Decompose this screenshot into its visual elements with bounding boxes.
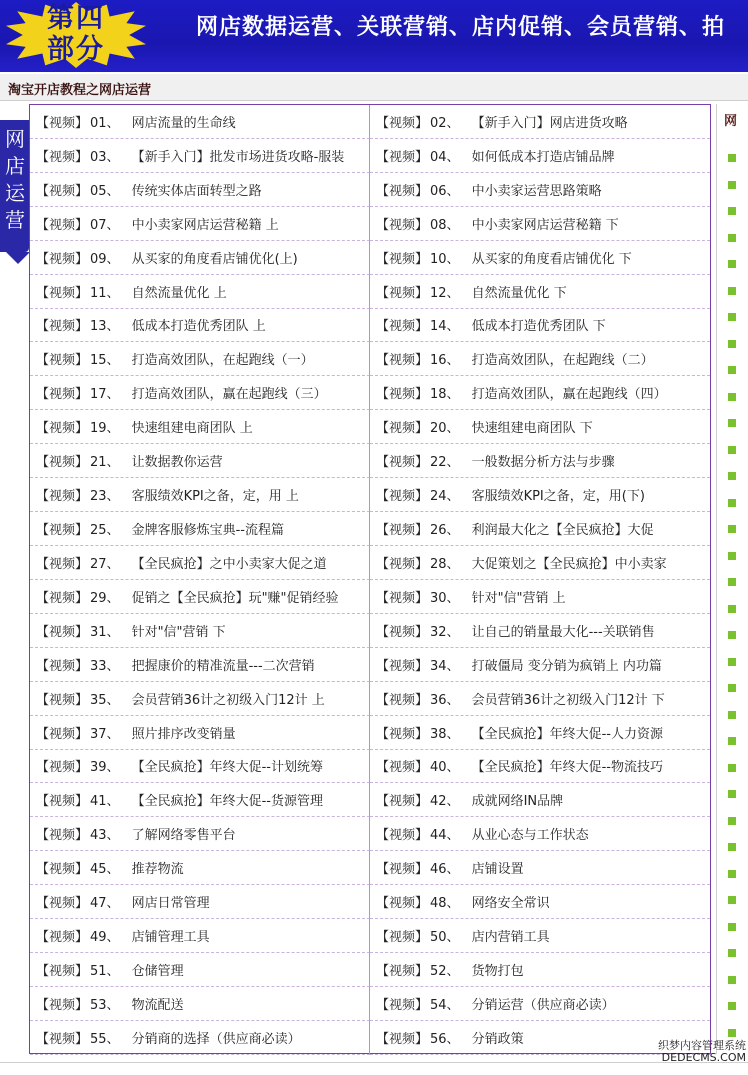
video-link[interactable] bbox=[30, 716, 370, 750]
video-number: 40、 bbox=[430, 760, 460, 776]
video-link[interactable] bbox=[370, 275, 710, 309]
video-tag: 【视频】 bbox=[376, 183, 429, 199]
list-bullet-icon bbox=[728, 923, 736, 931]
video-number: 46、 bbox=[430, 862, 460, 878]
video-tag: 【视频】 bbox=[36, 760, 89, 776]
video-tag: 【视频】 bbox=[36, 285, 89, 301]
video-title: 店铺设置 bbox=[471, 862, 524, 878]
video-tag: 【视频】 bbox=[376, 115, 429, 131]
video-link[interactable] bbox=[30, 1021, 370, 1055]
video-link[interactable] bbox=[370, 309, 710, 343]
video-title: 低成本打造优秀团队 上 bbox=[131, 319, 266, 335]
video-number: 31、 bbox=[90, 624, 120, 640]
video-number: 28、 bbox=[430, 556, 460, 572]
video-tag: 【视频】 bbox=[376, 590, 429, 606]
video-title: 打造高效团队，在起跑线（二） bbox=[471, 353, 654, 369]
video-link[interactable] bbox=[370, 885, 710, 919]
list-bullet-icon bbox=[728, 340, 736, 348]
video-title: 针对"信"营销 上 bbox=[471, 590, 566, 606]
list-bullet-icon bbox=[728, 260, 736, 268]
watermark bbox=[640, 1040, 746, 1064]
video-tag: 【视频】 bbox=[36, 590, 89, 606]
breadcrumb: 淘宝开店教程之网店运营 bbox=[8, 83, 152, 98]
video-tag: 【视频】 bbox=[376, 862, 429, 878]
list-bullet-icon bbox=[728, 870, 736, 878]
video-link[interactable] bbox=[30, 105, 370, 139]
video-number: 20、 bbox=[430, 421, 460, 437]
video-number: 18、 bbox=[430, 387, 460, 403]
video-number: 39、 bbox=[90, 760, 120, 776]
video-link[interactable] bbox=[30, 546, 370, 580]
video-link[interactable] bbox=[30, 580, 370, 614]
video-number: 21、 bbox=[90, 455, 120, 471]
list-bullet-icon bbox=[728, 525, 736, 533]
video-title: 仓储管理 bbox=[131, 964, 184, 979]
video-link[interactable] bbox=[30, 512, 370, 546]
video-tag: 【视频】 bbox=[376, 421, 429, 437]
badge-line-2: 部分 bbox=[47, 34, 105, 65]
list-bullet-icon bbox=[728, 366, 736, 374]
video-number: 43、 bbox=[90, 828, 120, 844]
video-number: 25、 bbox=[90, 523, 120, 539]
video-link[interactable] bbox=[370, 783, 710, 817]
video-title: 如何低成本打造店铺品牌 bbox=[471, 149, 615, 165]
video-number: 52、 bbox=[430, 964, 460, 979]
video-tag: 【视频】 bbox=[36, 692, 89, 708]
video-title: 货物打包 bbox=[471, 964, 524, 979]
video-link[interactable] bbox=[30, 376, 370, 410]
video-number: 36、 bbox=[430, 692, 460, 708]
video-number: 16、 bbox=[430, 353, 460, 369]
list-bullet-icon bbox=[728, 313, 736, 321]
video-title: 针对"信"营销 下 bbox=[131, 624, 226, 640]
list-bullet-icon bbox=[728, 207, 736, 215]
video-tag: 【视频】 bbox=[36, 1031, 89, 1047]
video-link[interactable] bbox=[30, 817, 370, 851]
video-number: 24、 bbox=[430, 489, 460, 505]
video-link[interactable] bbox=[370, 817, 710, 851]
video-tag: 【视频】 bbox=[36, 149, 89, 165]
video-link[interactable] bbox=[30, 342, 370, 376]
video-link[interactable] bbox=[30, 275, 370, 309]
video-title: 网络安全常识 bbox=[471, 896, 550, 912]
video-title: 金牌客服修炼宝典--流程篇 bbox=[131, 523, 284, 539]
video-tag: 【视频】 bbox=[36, 658, 89, 674]
video-link[interactable] bbox=[370, 512, 710, 546]
video-title: 会员营销36计之初级入门12计 上 bbox=[131, 692, 325, 708]
video-link[interactable] bbox=[370, 173, 710, 207]
video-link[interactable] bbox=[30, 987, 370, 1021]
video-tag: 【视频】 bbox=[36, 726, 89, 742]
list-bullet-icon bbox=[728, 234, 736, 242]
video-tag: 【视频】 bbox=[36, 997, 89, 1013]
video-number: 30、 bbox=[430, 590, 460, 606]
video-link[interactable] bbox=[370, 241, 710, 275]
video-tag: 【视频】 bbox=[376, 1031, 429, 1047]
video-link[interactable] bbox=[370, 750, 710, 784]
category-tab-label: 网店运营 bbox=[5, 127, 25, 232]
video-link[interactable] bbox=[30, 750, 370, 784]
list-bullet-icon bbox=[728, 578, 736, 586]
video-link[interactable] bbox=[30, 953, 370, 987]
banner-title: 网店数据运营、关联营销、店内促销、会员营销、拍 bbox=[196, 15, 726, 40]
video-tag: 【视频】 bbox=[376, 997, 429, 1013]
video-link[interactable] bbox=[30, 207, 370, 241]
video-title: 会员营销36计之初级入门12计 下 bbox=[471, 692, 665, 708]
video-link[interactable] bbox=[370, 410, 710, 444]
video-number: 56、 bbox=[430, 1031, 460, 1047]
video-link[interactable] bbox=[30, 444, 370, 478]
video-link[interactable] bbox=[30, 885, 370, 919]
list-bullet-icon bbox=[728, 605, 736, 613]
video-tag: 【视频】 bbox=[376, 624, 429, 640]
video-link[interactable] bbox=[370, 342, 710, 376]
video-link[interactable] bbox=[370, 716, 710, 750]
video-number: 45、 bbox=[90, 862, 120, 878]
list-bullet-icon bbox=[728, 472, 736, 480]
video-tag: 【视频】 bbox=[36, 624, 89, 640]
video-number: 47、 bbox=[90, 896, 120, 912]
video-title: 促销之【全民疯抢】玩"赚"促销经验 bbox=[131, 590, 339, 606]
top-banner bbox=[0, 0, 748, 72]
video-link[interactable] bbox=[370, 444, 710, 478]
video-number: 10、 bbox=[430, 251, 460, 267]
video-link[interactable] bbox=[30, 410, 370, 444]
video-link[interactable] bbox=[370, 851, 710, 885]
video-number: 07、 bbox=[90, 217, 120, 233]
list-bullet-icon bbox=[728, 684, 736, 692]
video-tag: 【视频】 bbox=[36, 455, 89, 471]
video-title: 客服绩效KPI之备，定，用(下) bbox=[471, 489, 645, 505]
video-title: 中小卖家运营思路策略 bbox=[471, 183, 602, 199]
list-bullet-icon bbox=[728, 949, 736, 957]
video-number: 06、 bbox=[430, 183, 460, 199]
watermark-line-2: DEDECMS.COM bbox=[661, 1051, 746, 1064]
video-title: 【全民疯抢】年终大促--物流技巧 bbox=[471, 760, 663, 776]
video-link[interactable] bbox=[370, 546, 710, 580]
video-tag: 【视频】 bbox=[376, 760, 429, 776]
video-title: 从买家的角度看店铺优化 下 bbox=[471, 251, 632, 267]
video-title: 物流配送 bbox=[131, 997, 184, 1013]
video-title: 从业心态与工作状态 bbox=[471, 828, 589, 844]
video-number: 02、 bbox=[430, 115, 460, 131]
footer-divider bbox=[0, 1062, 748, 1063]
list-bullet-icon bbox=[728, 790, 736, 798]
video-tag: 【视频】 bbox=[36, 794, 89, 810]
video-link[interactable] bbox=[30, 478, 370, 512]
right-sidebar-heading: 网 bbox=[724, 114, 738, 129]
video-tag: 【视频】 bbox=[36, 251, 89, 267]
video-tag: 【视频】 bbox=[376, 217, 429, 233]
video-link[interactable] bbox=[30, 173, 370, 207]
video-tag: 【视频】 bbox=[376, 658, 429, 674]
video-number: 48、 bbox=[430, 896, 460, 912]
video-title: 传统实体店面转型之路 bbox=[131, 183, 262, 199]
video-title: 从买家的角度看店铺优化(上) bbox=[131, 251, 298, 267]
video-number: 38、 bbox=[430, 726, 460, 742]
video-tag: 【视频】 bbox=[376, 556, 429, 572]
video-tag: 【视频】 bbox=[36, 217, 89, 233]
list-bullet-icon bbox=[728, 1002, 736, 1010]
video-number: 55、 bbox=[90, 1031, 120, 1047]
video-number: 14、 bbox=[430, 319, 460, 335]
video-tag: 【视频】 bbox=[36, 828, 89, 844]
watermark-line-1: 织梦内容管理系统 bbox=[658, 1039, 746, 1052]
video-tag: 【视频】 bbox=[36, 523, 89, 539]
video-tag: 【视频】 bbox=[36, 319, 89, 335]
video-title: 自然流量优化 上 bbox=[131, 285, 227, 301]
video-title: 打造高效团队，赢在起跑线（四） bbox=[471, 387, 667, 403]
video-tag: 【视频】 bbox=[36, 115, 89, 131]
video-tag: 【视频】 bbox=[36, 862, 89, 878]
video-link[interactable] bbox=[30, 919, 370, 953]
video-tag: 【视频】 bbox=[36, 421, 89, 437]
list-bullet-icon bbox=[728, 843, 736, 851]
video-tag: 【视频】 bbox=[376, 149, 429, 165]
video-number: 09、 bbox=[90, 251, 120, 267]
video-title: 大促策划之【全民疯抢】中小卖家 bbox=[471, 556, 667, 572]
list-bullet-icon bbox=[728, 499, 736, 507]
video-link[interactable] bbox=[370, 207, 710, 241]
video-number: 27、 bbox=[90, 556, 120, 572]
video-list bbox=[29, 104, 711, 1054]
video-tag: 【视频】 bbox=[376, 455, 429, 471]
video-number: 11、 bbox=[90, 285, 120, 301]
video-tag: 【视频】 bbox=[376, 251, 429, 267]
video-tag: 【视频】 bbox=[376, 285, 429, 301]
video-number: 19、 bbox=[90, 421, 120, 437]
video-link[interactable] bbox=[370, 478, 710, 512]
video-tag: 【视频】 bbox=[376, 930, 429, 946]
video-title: 分销政策 bbox=[471, 1031, 524, 1047]
video-tag: 【视频】 bbox=[36, 930, 89, 946]
video-number: 37、 bbox=[90, 726, 120, 742]
video-link[interactable] bbox=[370, 987, 710, 1021]
video-tag: 【视频】 bbox=[376, 692, 429, 708]
list-bullet-icon bbox=[728, 181, 736, 189]
video-title: 中小卖家网店运营秘籍 下 bbox=[471, 217, 619, 233]
video-number: 29、 bbox=[90, 590, 120, 606]
list-bullet-icon bbox=[728, 711, 736, 719]
video-title: 客服绩效KPI之备，定，用 上 bbox=[131, 489, 299, 505]
list-bullet-icon bbox=[728, 393, 736, 401]
video-link[interactable] bbox=[370, 139, 710, 173]
video-tag: 【视频】 bbox=[376, 896, 429, 912]
video-tag: 【视频】 bbox=[376, 489, 429, 505]
video-title: 快速组建电商团队 下 bbox=[471, 421, 593, 437]
list-bullet-icon bbox=[728, 287, 736, 295]
video-tag: 【视频】 bbox=[36, 489, 89, 505]
video-link[interactable] bbox=[370, 376, 710, 410]
video-number: 49、 bbox=[90, 930, 120, 946]
video-number: 50、 bbox=[430, 930, 460, 946]
video-title: 把握康价的精准流量---二次营销 bbox=[131, 658, 315, 674]
video-number: 04、 bbox=[430, 149, 460, 165]
video-tag: 【视频】 bbox=[376, 794, 429, 810]
video-title: 低成本打造优秀团队 下 bbox=[471, 319, 606, 335]
video-tag: 【视频】 bbox=[376, 523, 429, 539]
video-link[interactable] bbox=[370, 953, 710, 987]
video-link[interactable] bbox=[30, 648, 370, 682]
video-number: 15、 bbox=[90, 353, 120, 369]
badge-line-1: 第四 bbox=[47, 3, 105, 34]
video-tag: 【视频】 bbox=[36, 964, 89, 979]
video-title: 店内营销工具 bbox=[471, 930, 550, 946]
video-title: 打破僵局 变分销为疯销上 内功篇 bbox=[471, 658, 662, 674]
video-title: 中小卖家网店运营秘籍 上 bbox=[131, 217, 279, 233]
video-title: 【新手入门】网店进货攻略 bbox=[471, 115, 628, 131]
list-bullet-icon bbox=[728, 552, 736, 560]
video-tag: 【视频】 bbox=[36, 896, 89, 912]
video-link[interactable] bbox=[370, 105, 710, 139]
video-number: 33、 bbox=[90, 658, 120, 674]
video-number: 08、 bbox=[430, 217, 460, 233]
video-number: 22、 bbox=[430, 455, 460, 471]
video-title: 照片排序改变销量 bbox=[131, 726, 236, 742]
video-link[interactable] bbox=[370, 919, 710, 953]
video-title: 网店流量的生命线 bbox=[131, 115, 236, 131]
video-number: 51、 bbox=[90, 964, 120, 979]
video-link[interactable] bbox=[30, 139, 370, 173]
video-link[interactable] bbox=[370, 580, 710, 614]
video-number: 03、 bbox=[90, 149, 120, 165]
video-title: 快速组建电商团队 上 bbox=[131, 421, 253, 437]
list-bullet-icon bbox=[728, 764, 736, 772]
video-tag: 【视频】 bbox=[376, 353, 429, 369]
video-title: 【全民疯抢】年终大促--货源管理 bbox=[131, 794, 323, 810]
video-title: 一般数据分析方法与步骤 bbox=[471, 455, 615, 471]
video-number: 53、 bbox=[90, 997, 120, 1013]
video-title: 打造高效团队，在起跑线（一） bbox=[131, 353, 314, 369]
video-title: 了解网络零售平台 bbox=[131, 828, 236, 844]
video-number: 01、 bbox=[90, 115, 120, 131]
video-number: 17、 bbox=[90, 387, 120, 403]
video-title: 打造高效团队，赢在起跑线（三） bbox=[131, 387, 327, 403]
video-title: 分销商的选择（供应商必读） bbox=[131, 1031, 301, 1047]
list-bullet-icon bbox=[728, 896, 736, 904]
video-link[interactable] bbox=[30, 241, 370, 275]
list-bullet-icon bbox=[728, 419, 736, 427]
list-bullet-icon bbox=[728, 1029, 736, 1037]
list-bullet-icon bbox=[728, 154, 736, 162]
video-title: 【全民疯抢】年终大促--人力资源 bbox=[471, 726, 663, 742]
list-bullet-icon bbox=[728, 737, 736, 745]
video-number: 05、 bbox=[90, 183, 120, 199]
video-number: 41、 bbox=[90, 794, 120, 810]
video-tag: 【视频】 bbox=[376, 319, 429, 335]
video-number: 26、 bbox=[430, 523, 460, 539]
list-bullet-icon bbox=[728, 817, 736, 825]
video-number: 32、 bbox=[430, 624, 460, 640]
video-tag: 【视频】 bbox=[36, 353, 89, 369]
video-link[interactable] bbox=[30, 851, 370, 885]
right-sidebar bbox=[716, 104, 748, 1054]
video-tag: 【视频】 bbox=[376, 387, 429, 403]
video-tag: 【视频】 bbox=[376, 964, 429, 979]
section-badge-label bbox=[24, 3, 128, 65]
category-tab-arrow-icon bbox=[6, 252, 30, 264]
video-number: 23、 bbox=[90, 489, 120, 505]
video-title: 网店日常管理 bbox=[131, 896, 210, 912]
video-title: 利润最大化之【全民疯抢】大促 bbox=[471, 523, 654, 539]
video-tag: 【视频】 bbox=[36, 556, 89, 572]
video-link[interactable] bbox=[370, 682, 710, 716]
video-title: 店铺管理工具 bbox=[131, 930, 210, 946]
video-title: 【全民疯抢】年终大促--计划统筹 bbox=[131, 760, 323, 776]
video-title: 推荐物流 bbox=[131, 862, 184, 878]
video-title: 【全民疯抢】之中小卖家大促之道 bbox=[131, 556, 327, 572]
video-tag: 【视频】 bbox=[376, 726, 429, 742]
list-bullet-icon bbox=[728, 631, 736, 639]
list-bullet-icon bbox=[728, 976, 736, 984]
video-tag: 【视频】 bbox=[36, 183, 89, 199]
video-link[interactable] bbox=[30, 682, 370, 716]
list-bullet-icon bbox=[728, 658, 736, 666]
video-number: 34、 bbox=[430, 658, 460, 674]
video-link[interactable] bbox=[370, 648, 710, 682]
video-link[interactable] bbox=[30, 309, 370, 343]
video-title: 让数据教你运营 bbox=[131, 455, 223, 471]
video-tag: 【视频】 bbox=[376, 828, 429, 844]
video-tag: 【视频】 bbox=[36, 387, 89, 403]
video-number: 54、 bbox=[430, 997, 460, 1013]
video-link[interactable] bbox=[30, 783, 370, 817]
video-title: 让自己的销量最大化---关联销售 bbox=[471, 624, 655, 640]
video-link[interactable] bbox=[30, 614, 370, 648]
video-number: 44、 bbox=[430, 828, 460, 844]
video-number: 35、 bbox=[90, 692, 120, 708]
video-number: 12、 bbox=[430, 285, 460, 301]
video-number: 42、 bbox=[430, 794, 460, 810]
video-link[interactable] bbox=[370, 614, 710, 648]
video-title: 成就网络IN品牌 bbox=[471, 794, 564, 810]
breadcrumb-bar bbox=[0, 74, 748, 101]
category-tab bbox=[0, 120, 29, 252]
video-title: 【新手入门】批发市场进货攻略-服装 bbox=[131, 149, 345, 165]
video-title: 自然流量优化 下 bbox=[471, 285, 567, 301]
list-bullet-icon bbox=[728, 446, 736, 454]
video-number: 13、 bbox=[90, 319, 120, 335]
video-title: 分销运营（供应商必读） bbox=[471, 997, 615, 1013]
